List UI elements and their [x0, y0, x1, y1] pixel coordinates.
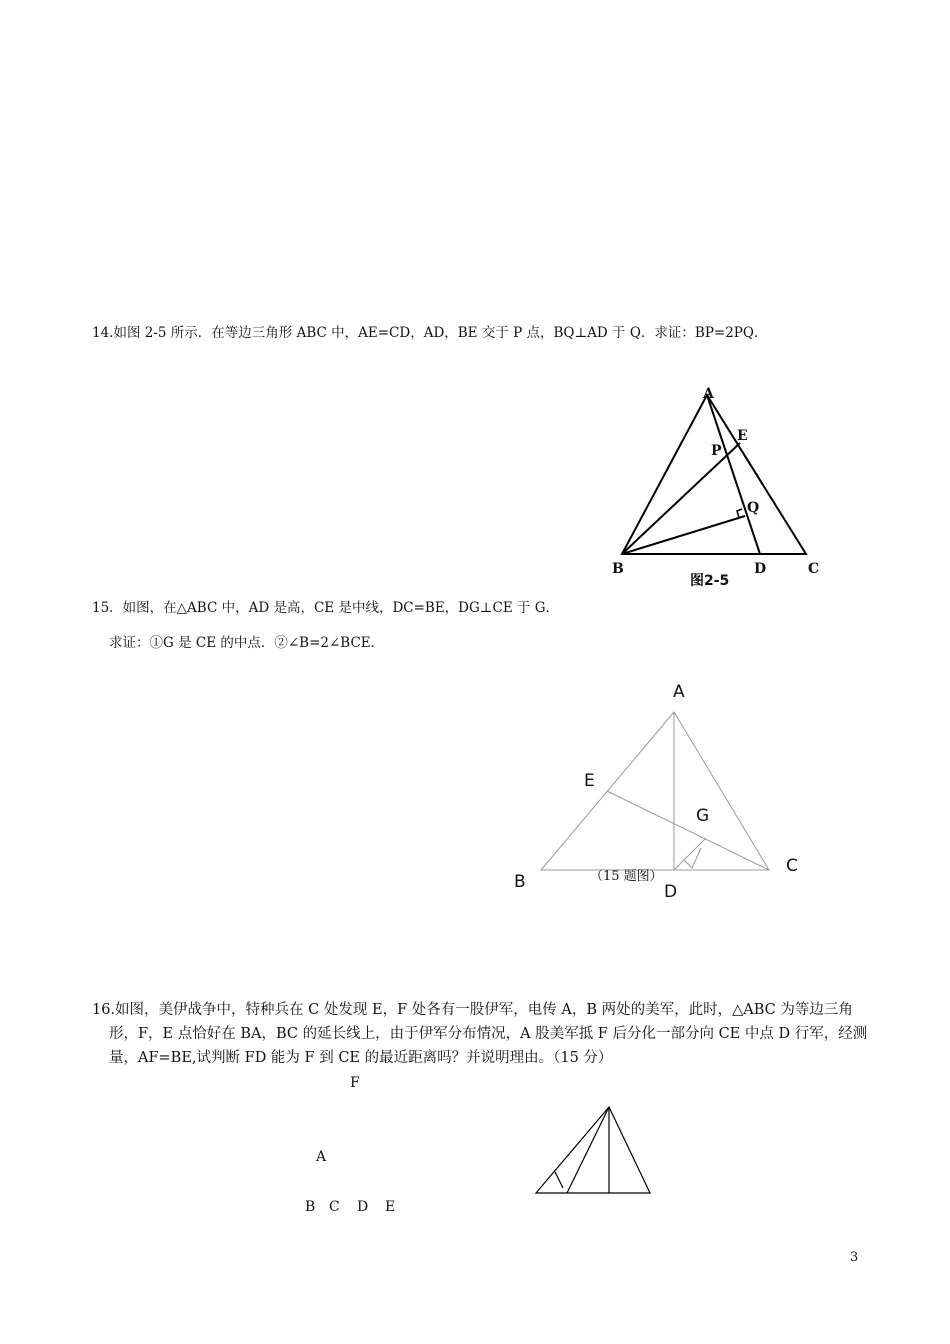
- segment-fd-16: [567, 1107, 609, 1193]
- fig14-label-c: C: [808, 561, 820, 577]
- fig16-label-d: D: [357, 1199, 369, 1215]
- problem-15-line-2: 求证：①G 是 CE 的中点．②∠B=2∠BCE．: [109, 635, 385, 651]
- fig14-label-d: D: [754, 561, 767, 577]
- fig15-label-g: G: [696, 806, 710, 826]
- problem-14-text: 14.如图 2-5 所示．在等边三角形 ABC 中，AE=CD，AD，BE 交于 P 点，BQ⊥AD 于 Q．求证：BP=2PQ．: [92, 325, 768, 341]
- fig14-label-b: B: [612, 561, 624, 577]
- fig15-label-e: E: [584, 771, 595, 791]
- fig15-label-b: B: [514, 872, 526, 892]
- problem-15-line-1: 15．如图，在△ABC 中，AD 是高，CE 是中线，DC=BE，DG⊥CE 于 G．: [92, 600, 560, 616]
- fig16-label-c: C: [329, 1199, 340, 1215]
- fig15-caption: （15 题图）: [590, 869, 663, 884]
- fig16-label-b: B: [305, 1199, 316, 1215]
- fig14-label-e: E: [737, 428, 748, 444]
- fig16-label-a: A: [316, 1149, 327, 1165]
- fig15-label-c: C: [786, 856, 798, 876]
- fig14-label-p: P: [711, 443, 722, 459]
- fig15-label-d: D: [664, 882, 678, 902]
- fig16-label-e: E: [385, 1199, 396, 1215]
- fig14-label-a: A: [703, 386, 714, 402]
- right-angle-mark-16: [555, 1172, 563, 1188]
- triangle-16: [536, 1107, 650, 1193]
- page-number: 3: [850, 1250, 859, 1265]
- problem-16-text: 16.如图，美伊战争中，特种兵在 C 处发现 E，F 处各有一股伊军，电传 A，B 两处的美军，此时，△ABC 为等边三角形，F，E 点恰好在 BA，BC 的延长线上，由于伊军分布情况，A 股美军抵 F 后分化一部分向 CE 中点 D 行军，经测量，AF=BE,试判断 FD 能为 F 到 CE 的最近距离吗？并说明理由。（15 分）: [92, 1002, 868, 1066]
- fig16-label-f: F: [350, 1075, 360, 1091]
- fig14-caption: 图2-5: [690, 573, 730, 589]
- fig15-label-a: A: [673, 682, 685, 702]
- fig14-label-q: Q: [747, 500, 760, 516]
